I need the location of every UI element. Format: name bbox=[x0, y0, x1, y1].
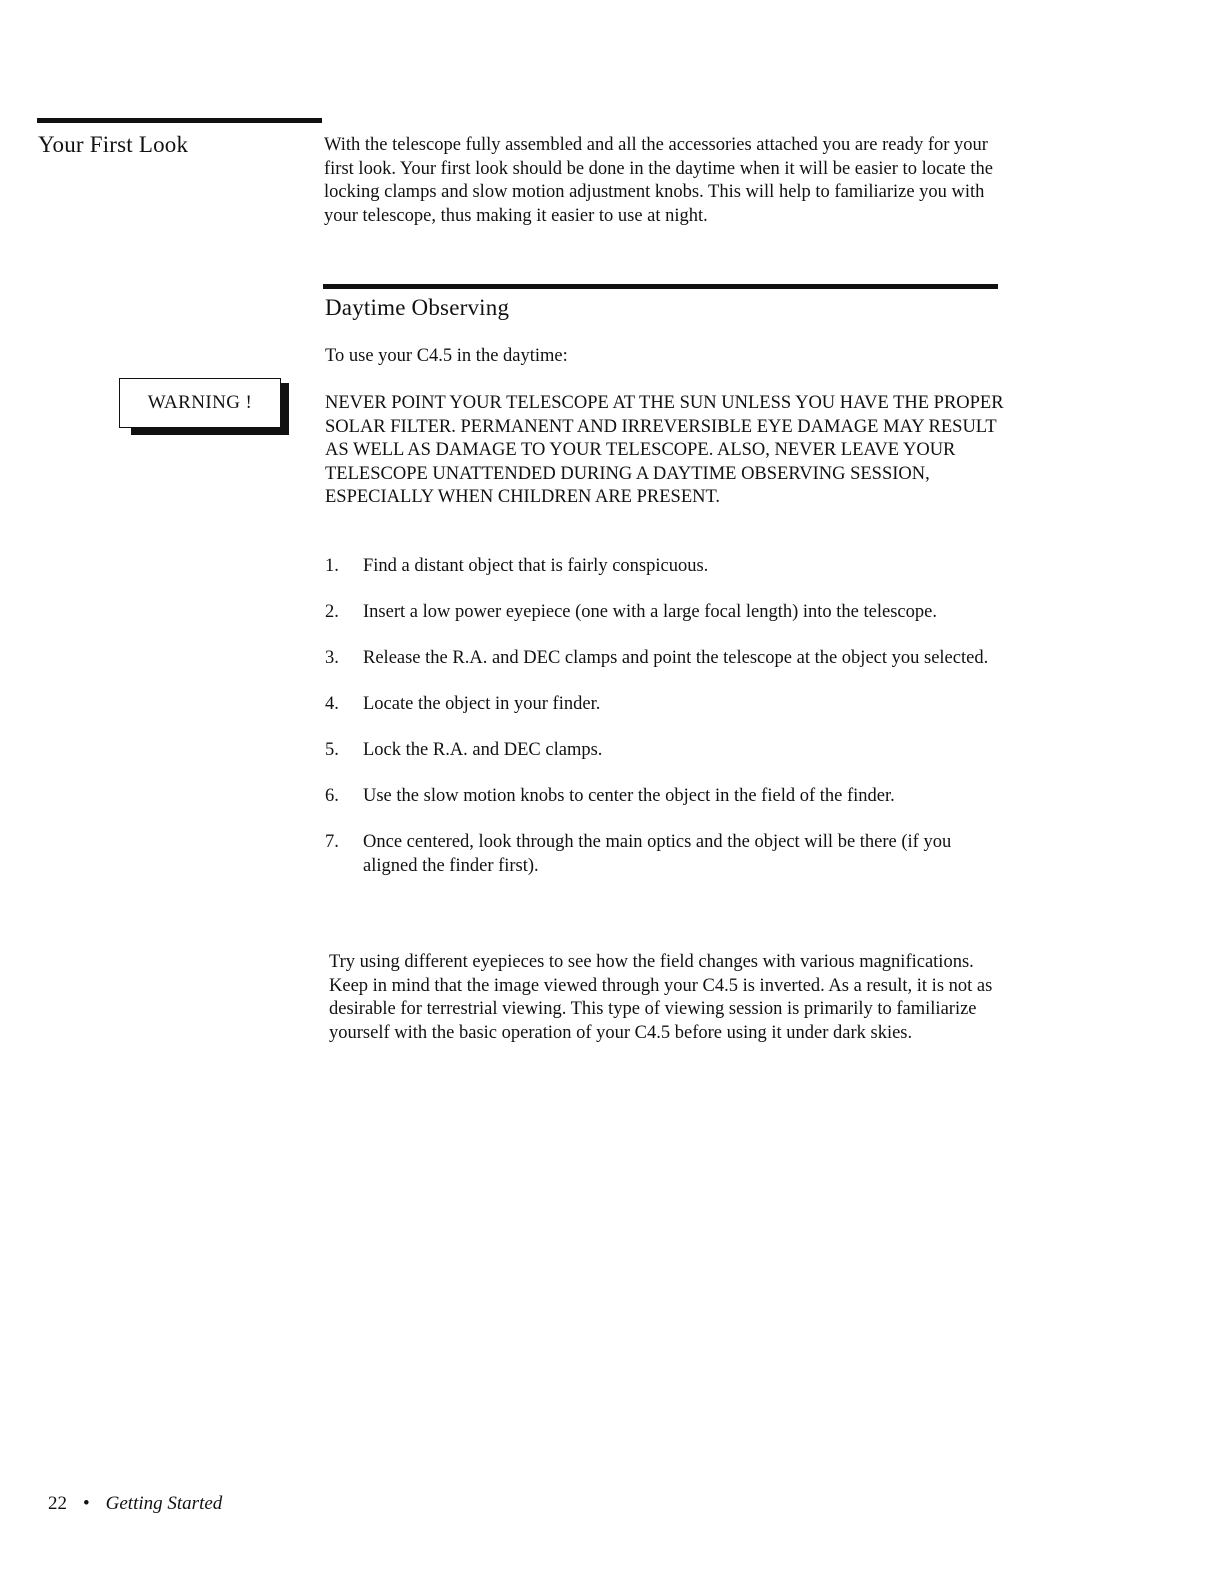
step-text: Release the R.A. and DEC clamps and point the telescope at the object you selected. bbox=[363, 648, 989, 668]
step-number: 7. bbox=[325, 832, 339, 852]
list-item bbox=[325, 601, 1000, 625]
warning-paragraph: NEVER POINT YOUR TELESCOPE AT THE SUN UNLESS YOU HAVE THE PROPER SOLAR FILTER. PERMANENT AND IRREVERSIBLE EYE DAMAGE MAY RESULT AS WELL AS DAMAGE TO YOUR TELESCOPE. ALSO, NEVER LEAVE YOUR TELESCOPE UNATTENDED DURING A DAYTIME OBSERVING SESSION, ESPECIALLY WHEN CHILDREN ARE PRESENT. bbox=[325, 393, 1004, 507]
warning-label: WARNING ! bbox=[147, 392, 253, 413]
lead-paragraph: To use your C4.5 in the daytime: bbox=[325, 346, 568, 366]
step-text: Insert a low power eyepiece (one with a large focal length) into the telescope. bbox=[363, 602, 937, 622]
list-item bbox=[325, 739, 1000, 763]
page-footer bbox=[48, 1493, 222, 1515]
step-text: Once centered, look through the main optics and the object will be there (if you aligned the finder first). bbox=[363, 832, 952, 876]
step-number: 4. bbox=[325, 694, 339, 714]
footer-bullet: • bbox=[83, 1493, 90, 1514]
side-heading: Your First Look bbox=[38, 132, 189, 157]
list-item bbox=[325, 693, 1000, 717]
step-number: 6. bbox=[325, 786, 339, 806]
list-item bbox=[325, 831, 1000, 878]
step-number: 5. bbox=[325, 740, 339, 760]
closing-paragraph: Try using different eyepieces to see how the field changes with various magnifications. Keep in mind that the image viewed through your C4.5 is inverted. As a result, it is not as desirable for terrestrial viewing. This type of viewing session is primarily to familiarize yourself with the basic operation of your C4.5 before using it under dark skies. bbox=[329, 952, 993, 1043]
step-number: 1. bbox=[325, 556, 339, 576]
warning-label-box bbox=[119, 378, 281, 428]
list-item bbox=[325, 647, 1000, 671]
page-number: 22 bbox=[48, 1493, 67, 1514]
step-text: Lock the R.A. and DEC clamps. bbox=[363, 740, 603, 760]
section-heading: Daytime Observing bbox=[325, 295, 510, 320]
section-rule bbox=[323, 284, 998, 289]
warning-box-shadow-bottom bbox=[131, 428, 289, 435]
step-text: Locate the object in your finder. bbox=[363, 694, 601, 714]
footer-section-title: Getting Started bbox=[105, 1493, 223, 1514]
list-item bbox=[325, 555, 1000, 579]
step-text: Use the slow motion knobs to center the object in the field of the finder. bbox=[363, 786, 895, 806]
steps-list bbox=[325, 555, 1000, 901]
list-item bbox=[325, 785, 1000, 809]
step-number: 3. bbox=[325, 648, 339, 668]
intro-paragraph: With the telescope fully assembled and all the accessories attached you are ready for your first look. Your first look should be done in the daytime when it will be easier to locate the locking clamps and slow motion adjustment knobs. This will help to familiarize you with your telescope, thus making it easier to use at night. bbox=[324, 135, 993, 226]
heading-rule-left bbox=[37, 118, 322, 123]
step-text: Find a distant object that is fairly conspicuous. bbox=[363, 556, 709, 576]
step-number: 2. bbox=[325, 602, 339, 622]
